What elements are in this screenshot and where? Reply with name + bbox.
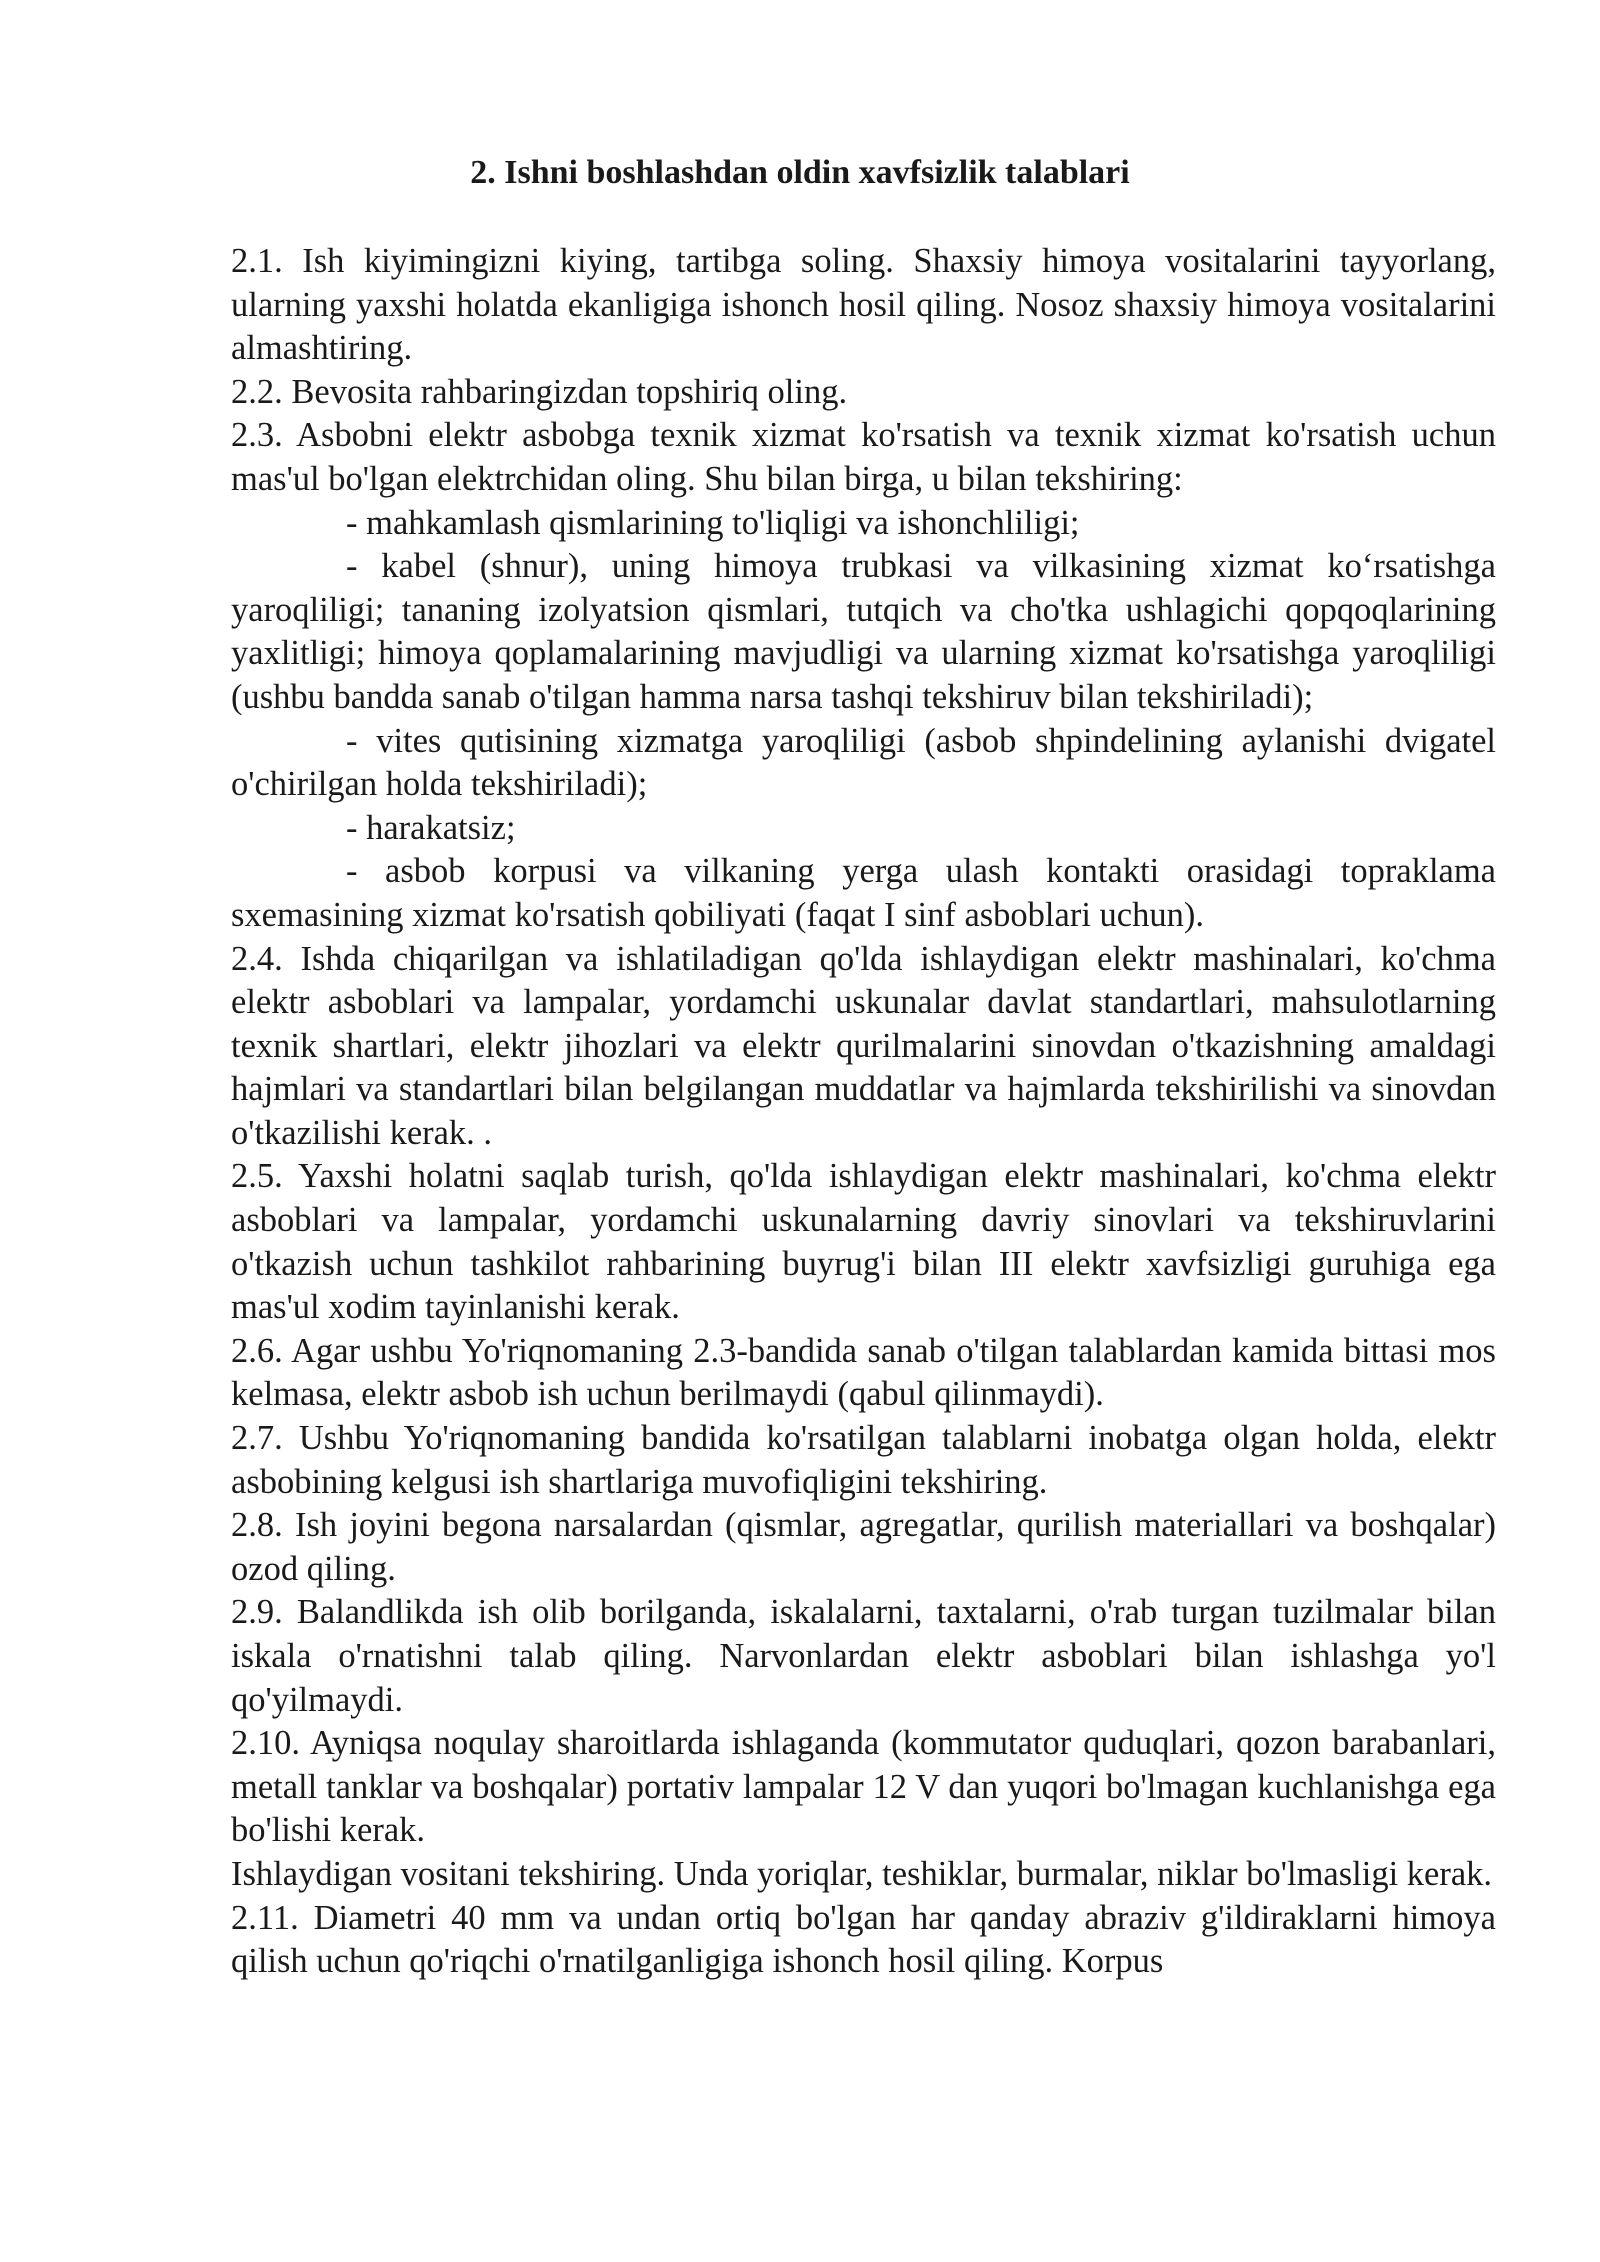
paragraph-2-9: 2.9. Balandlikda ish olib borilganda, iskalalarni, taxtalarni, o'rab turgan tuzilmalar bilan iskala o'rnatishni talab qiling. Narvonlardan elektr asboblari bilan ishlashga yo'l qo'yilmaydi.	[231, 1593, 1496, 1719]
paragraph-2-11: 2.11. Diametri 40 mm va undan ortiq bo'lgan har qanday abraziv g'ildiraklarni himoya qilish uchun qo'riqchi o'rnatilganligiga ishonch hosil qiling. Korpus	[231, 1898, 1496, 1981]
paragraph-2-2: 2.2. Bevosita rahbaringizdan topshiriq oling.	[231, 372, 848, 411]
document-body	[231, 240, 1496, 1984]
paragraph-2-1: 2.1. Ish kiyimingizni kiying, tartibga soling. Shaxsiy himoya vositalarini tayyorlang, ularning yaxshi holatda ekanligiga ishonch hosil qiling. Nosoz shaxsiy himoya vositalarini almashtiring.	[231, 242, 1496, 368]
list-item-cable-and-plug: - kabel (shnur), uning himoya trubkasi va vilkasining xizmat ko‘rsatishga yaroqliligi; tananing izolyatsion qismlari, tutqich va cho'tka ushlagichi qopqoqlarining yaxlitligi; himoya qoplamalarining mavjudligi va ularning xizmat ko'rsatishga yaroqliligi (ushbu bandda sanab o'tilgan hamma narsa tashqi tekshiruv bilan tekshiriladi);	[231, 547, 1496, 716]
list-item-idle: - harakatsiz;	[346, 808, 516, 847]
paragraph-2-5: 2.5. Yaxshi holatni saqlab turish, qo'lda ishlaydigan elektr mashinalari, ko'chma elektr asboblari va lampalar, yordamchi uskunalarning davriy sinovlari va tekshiruvlarini o'tkazish uchun tashkilot rahbarining buyrug'i bilan III elektr xavfsizligi guruhiga ega mas'ul xodim tayinlanishi kerak.	[231, 1157, 1496, 1327]
paragraph-2-6: 2.6. Agar ushbu Yo'riqnomaning 2.3-bandida sanab o'tilgan talablardan kamida bittasi mos kelmasa, elektr asbob ish uchun berilmaydi (qabul qilinmaydi).	[231, 1331, 1496, 1414]
paragraph-tool-check: Ishlaydigan vositani tekshiring. Unda yoriqlar, teshiklar, burmalar, niklar bo'lmasligi kerak.	[231, 1854, 1493, 1893]
paragraph-2-8: 2.8. Ish joyini begona narsalardan (qismlar, agregatlar, qurilish materiallari va boshqalar) ozod qiling.	[231, 1506, 1496, 1588]
list-item-grounding: - asbob korpusi va vilkaning yerga ulash kontakti orasidagi topraklama sxemasining xizmat ko'rsatish qobiliyati (faqat I sinf asboblari uchun).	[231, 852, 1496, 934]
paragraph-2-4: 2.4. Ishda chiqarilgan va ishlatiladigan qo'lda ishlaydigan elektr mashinalari, ko'chma elektr asboblari va lampalar, yordamchi uskunalar davlat standartlari, mahsulotlarning texnik shartlari, elektr jihozlari va elektr qurilmalarini sinovdan o'tkazishning amaldagi hajmlari va standartlari bilan belgilangan muddatlar va hajmlarda tekshirilishi va sinovdan o'tkazilishi kerak. .	[231, 939, 1496, 1152]
list-item-gearbox: - vites qutisining xizmatga yaroqliligi (asbob shpindelining aylanishi dvigatel o'chirilgan holda tekshiriladi);	[231, 721, 1496, 804]
list-item-fastening-parts: - mahkamlash qismlarining to'liqligi va ishonchliligi;	[346, 503, 1080, 542]
section-title: 2. Ishni boshlashdan oldin xavfsizlik talablari	[470, 154, 1130, 191]
paragraph-2-10: 2.10. Ayniqsa noqulay sharoitlarda ishlaganda (kommutator quduqlari, qozon barabanlari, metall tanklar va boshqalar) portativ lampalar 12 V dan yuqori bo'lmagan kuchlanishga ega bo'lishi kerak.	[231, 1724, 1496, 1850]
paragraph-2-3: 2.3. Asbobni elektr asbobga texnik xizmat ko'rsatish va texnik xizmat ko'rsatish uchun mas'ul bo'lgan elektrchidan oling. Shu bilan birga, u bilan tekshiring:	[231, 416, 1496, 498]
paragraph-2-7: 2.7. Ushbu Yo'riqnomaning bandida ko'rsatilgan talablarni inobatga olgan holda, elektr asbobining kelgusi ish shartlariga muvofiqligini tekshiring.	[231, 1419, 1496, 1501]
